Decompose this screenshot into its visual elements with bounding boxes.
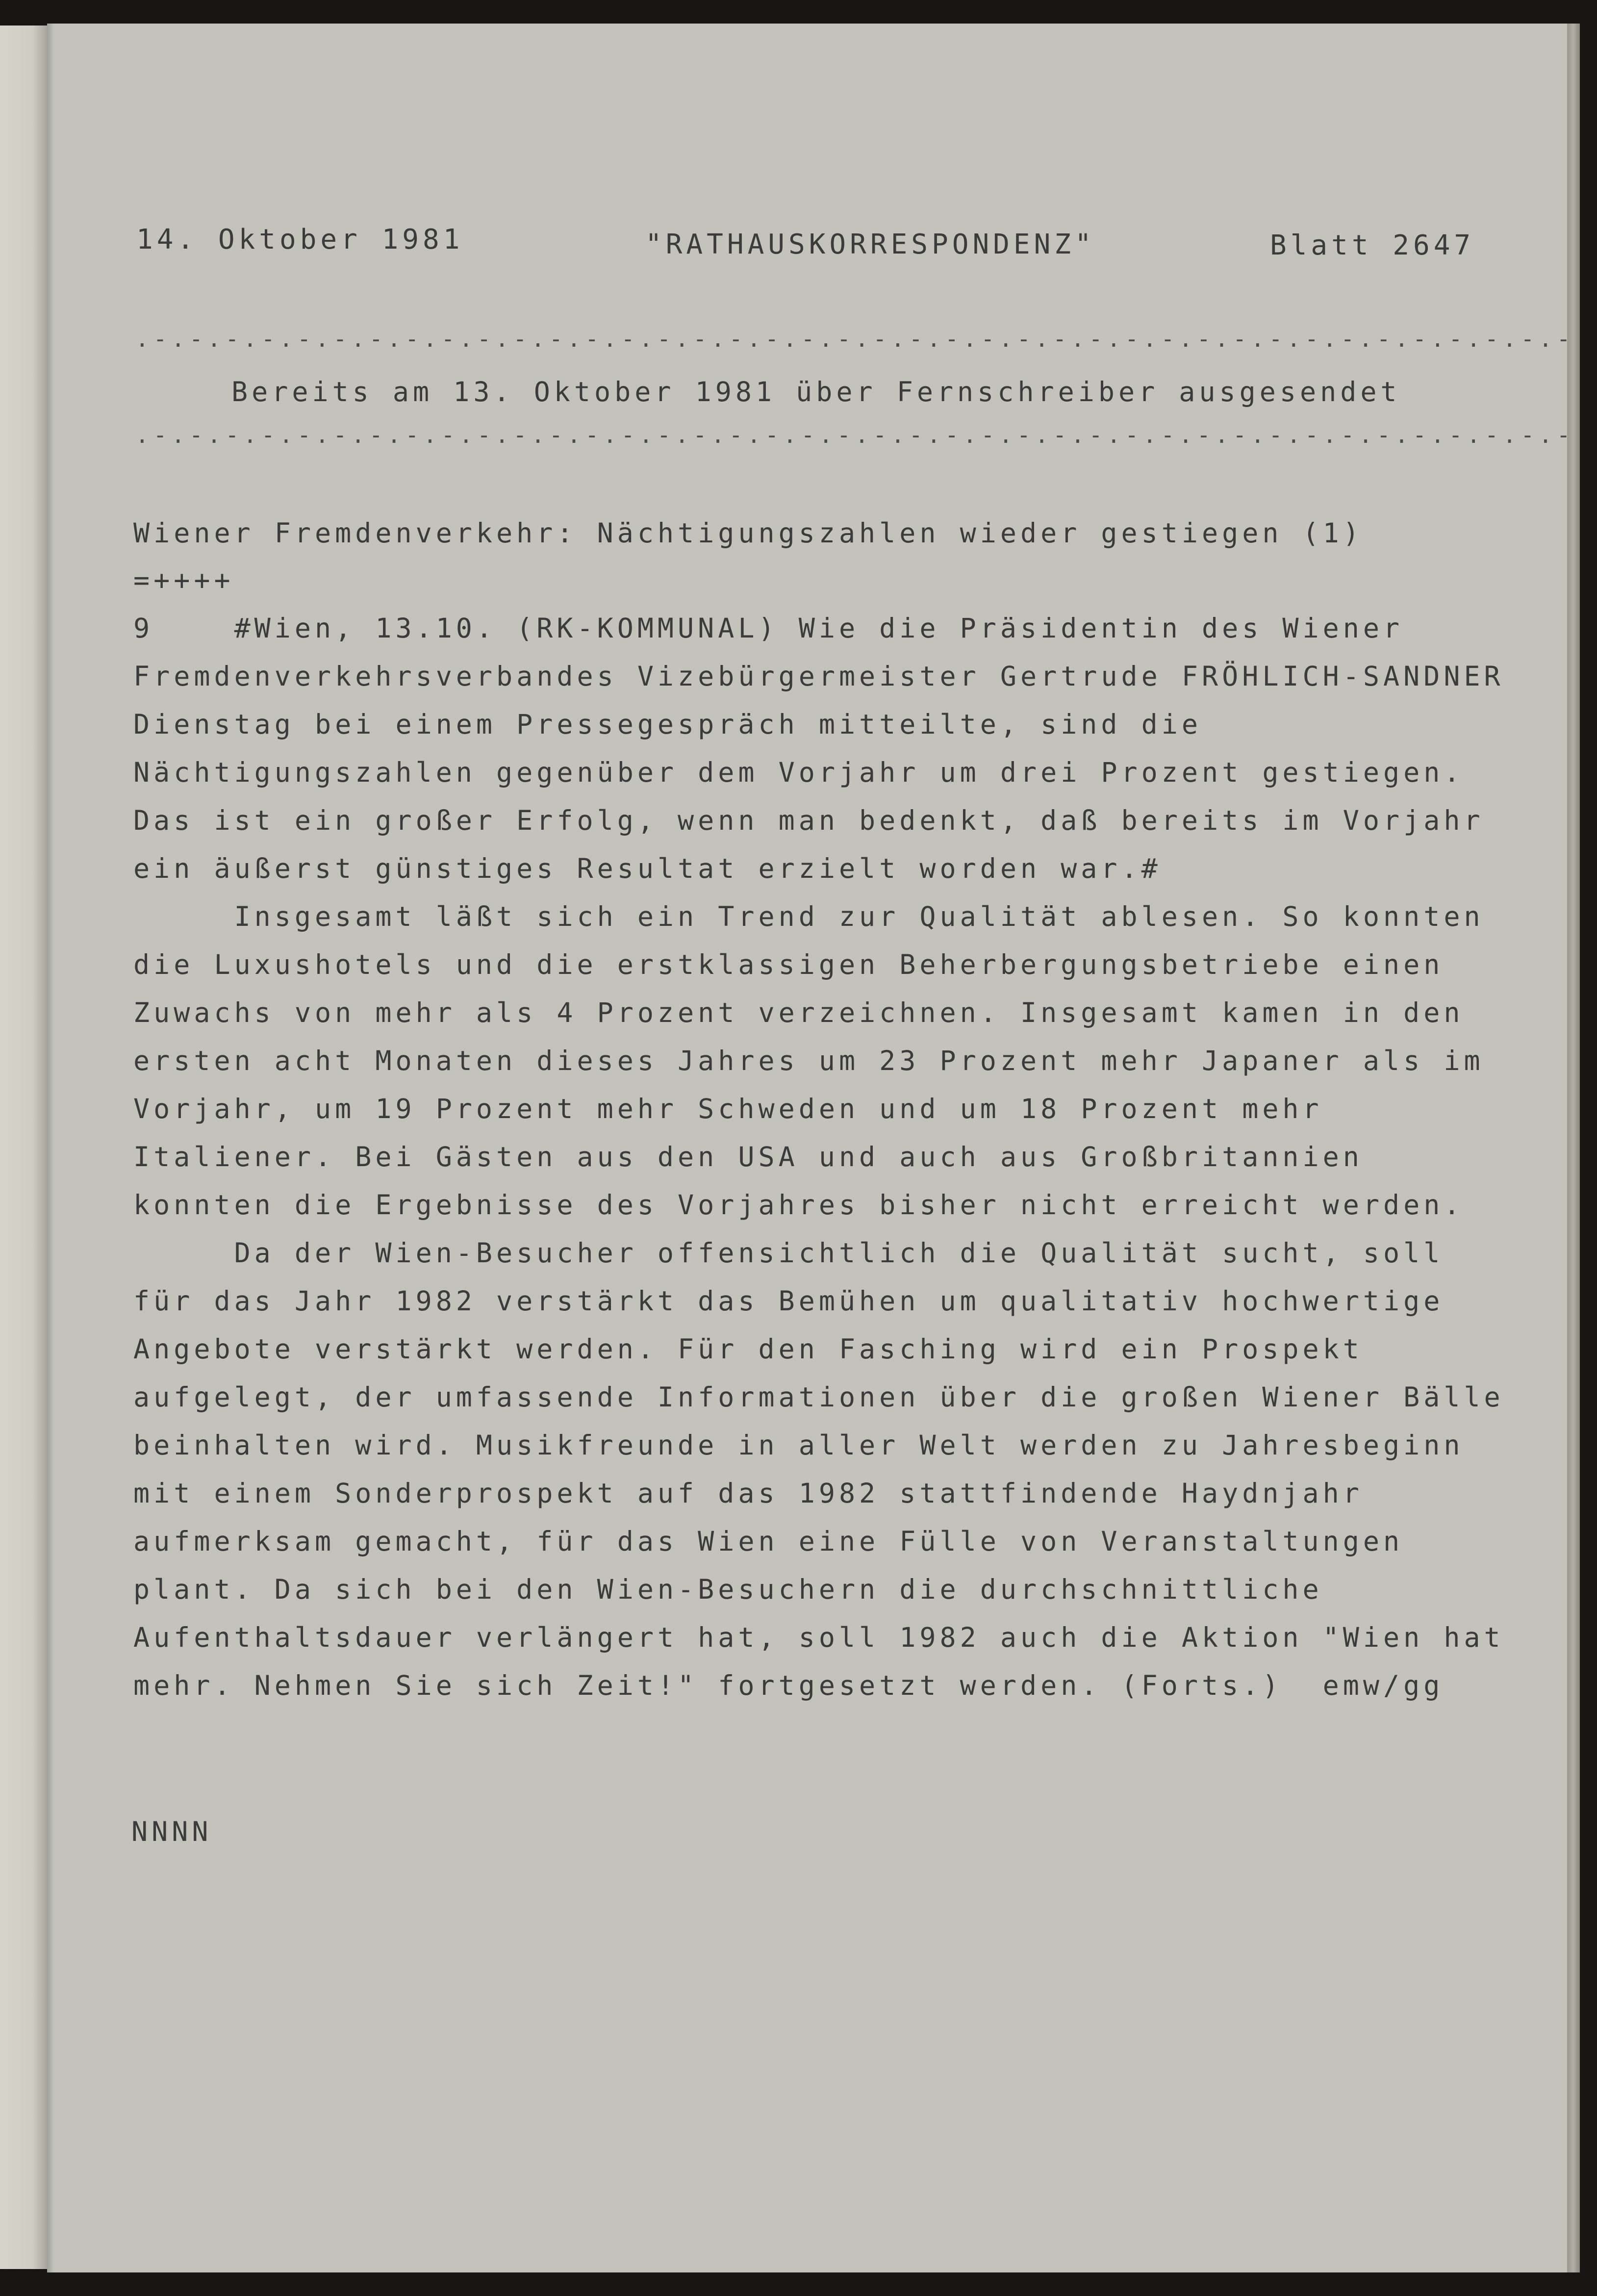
header-sheet-number: Blatt 2647 [1270,230,1475,261]
header-publication: "RATHAUSKORRESPONDENZ" [645,229,1095,260]
article-line: aufmerksam gemacht, für das Wien eine Fülle von Veranstaltungen [133,1526,1404,1557]
article-line: aufgelegt, der umfassende Informationen über die großen Wiener Bälle [133,1381,1504,1413]
article-line: beinhalten wird. Musikfreunde in aller Welt werden zu Jahresbeginn [133,1429,1464,1461]
article-line: Das ist ein großer Erfolg, wenn man bedenkt, daß bereits im Vorjahr [133,805,1484,836]
end-marker: NNNN [131,1816,212,1847]
article-line: Zuwachs von mehr als 4 Prozent verzeichnen. Insgesamt kamen in den [133,997,1464,1028]
separator-bottom: .-.-.-.-.-.-.-.-.-.-.-.-.-.-.-.-.-.-.-.-.-.-.-.-.-.-.-.-.-.-.-.-.-.-.-.-.-.-.-.- [135,422,1575,448]
article-line: Aufenthaltsdauer verlängert hat, soll 1982 auch die Aktion "Wien hat [133,1622,1504,1653]
article-line: 9 #Wien, 13.10. (RK-KOMMUNAL) Wie die Präsidentin des Wiener [133,612,1404,644]
article-line: Fremdenverkehrsverbandes Vizebürgermeister Gertrude FRÖHLICH-SANDNER [133,661,1504,692]
article-line: die Luxushotels und die erstklassigen Beherbergungsbetriebe einen [133,949,1444,980]
article-line: Insgesamt läßt sich ein Trend zur Qualität ablesen. So konnten [133,901,1484,932]
article-line: Nächtigungszahlen gegenüber dem Vorjahr um drei Prozent gestiegen. [133,757,1464,788]
page-right-edge [1567,24,1580,2272]
article-line: mit einem Sonderprospekt auf das 1982 stattfindende Haydnjahr [133,1478,1363,1509]
left-page-edge [0,26,47,2269]
article-line: konnten die Ergebnisse des Vorjahres bisher nicht erreicht werden. [133,1189,1464,1221]
header-date: 14. Oktober 1981 [136,224,464,255]
article-line: plant. Da sich bei den Wien-Besuchern die durchschnittliche [133,1574,1323,1605]
article-line: ein äußerst günstiges Resultat erzielt worden war.# [133,853,1162,884]
transmission-note: Bereits am 13. Oktober 1981 über Fernschreiber ausgesendet [231,376,1401,408]
article-line: Vorjahr, um 19 Prozent mehr Schweden und um 18 Prozent mehr [133,1093,1323,1124]
article-line: ersten acht Monaten dieses Jahres um 23 Prozent mehr Japaner als im [133,1045,1484,1076]
article-line: Dienstag bei einem Pressegespräch mitteilte, sind die [133,709,1202,740]
separator-top: .-.-.-.-.-.-.-.-.-.-.-.-.-.-.-.-.-.-.-.-.-.-.-.-.-.-.-.-.-.-.-.-.-.-.-.-.-.-.-.- [135,326,1575,352]
article-line: für das Jahr 1982 verstärkt das Bemühen um qualitativ hochwertige [133,1285,1444,1317]
article-line: Angebote verstärkt werden. Für den Fasching wird ein Prospekt [133,1333,1363,1365]
article-line: Da der Wien-Besucher offensichtlich die Qualität sucht, soll [133,1237,1444,1269]
article-line: mehr. Nehmen Sie sich Zeit!" fortgesetzt werden. (Forts.) emw/gg [133,1670,1444,1701]
article-line: Italiener. Bei Gästen aus den USA und auch aus Großbritannien [133,1141,1363,1173]
article-codes: =++++ [133,564,234,596]
article-headline: Wiener Fremdenverkehr: Nächtigungszahlen wieder gestiegen (1) [133,517,1363,549]
page-shadow [47,24,54,2272]
